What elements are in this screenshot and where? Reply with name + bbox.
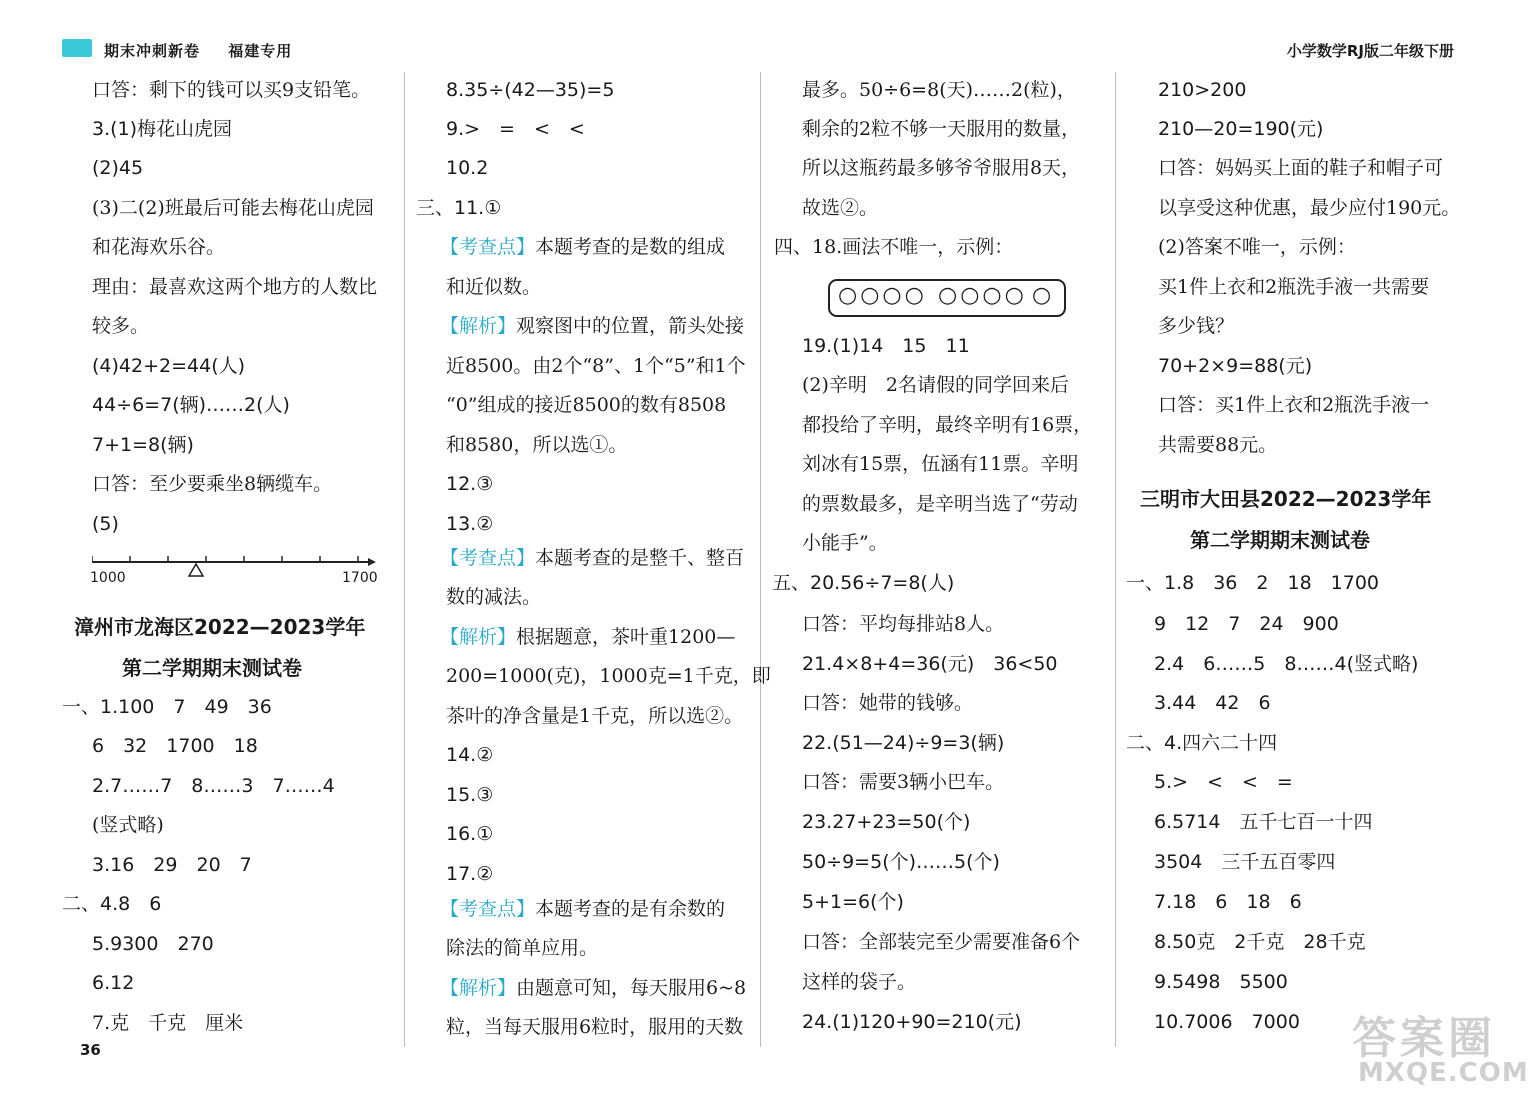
answer-line: 16.①: [446, 823, 494, 845]
answer-line: 10.2: [446, 157, 489, 179]
answer-line: 和近似数。: [446, 276, 542, 298]
answer-line: 的票数最多，是辛明当选了“劳动: [802, 493, 1078, 515]
answer-line: 五、20.56÷7=8(人): [772, 572, 955, 594]
answer-line: 茶叶的净含量是1千克，所以选②。: [446, 705, 744, 727]
answer-line: 这样的袋子。: [802, 971, 917, 993]
answer-line: 8.50克 2千克 28千克: [1154, 931, 1366, 953]
answer-line: 一、1.8 36 2 18 1700: [1126, 572, 1380, 594]
exam-title: 漳州市龙海区2022—2023学年: [74, 615, 366, 639]
answer-line: 口答：需要3辆小巴车。: [802, 771, 1005, 793]
answer-line: 故选②。: [802, 197, 879, 219]
answer-line: 三、11.①: [416, 197, 502, 219]
answer-line: 粒，当每天服用6粒时，服用的天数: [446, 1016, 744, 1038]
answer-line: 50÷9=5(个)……5(个): [802, 851, 1000, 873]
circle-group: ○○○○: [938, 283, 1027, 308]
keyword-tag: 【考查点】: [440, 236, 536, 258]
answer-line: 都投给了辛明，最终辛明有16票，: [802, 414, 1093, 436]
answer-line: 口答：买1件上衣和2瓶洗手液一: [1158, 394, 1430, 416]
answer-line: (4)42+2=44(人): [92, 355, 246, 377]
circle-drawing: [828, 279, 1066, 317]
answer-line: 口答：她带的钱够。: [802, 692, 974, 714]
answer-line: 17.②: [446, 863, 494, 885]
answer-line: 200=1000(克)，1000克=1千克，即: [446, 665, 771, 687]
answer-line: 12.③: [446, 473, 494, 495]
answer-line: 22.(51—24)÷9=3(辆): [802, 732, 1005, 754]
answer-line: 6.5714 五千七百一十四: [1154, 811, 1373, 833]
answer-line: 刘冰有15票，伍涵有11票。辛明: [802, 453, 1079, 475]
answer-line: (2)辛明 2名请假的同学回来后: [802, 374, 1070, 396]
answer-line: 2.7……7 8……3 7……4: [92, 775, 335, 797]
answer-line: 除法的简单应用。: [446, 937, 599, 959]
column-divider: [1115, 72, 1116, 1047]
answer-line: 5+1=6(个): [802, 891, 904, 913]
answer-line: (竖式略): [92, 814, 164, 836]
answer-line: 10.7006 7000: [1154, 1011, 1300, 1033]
answer-line: 3.16 29 20 7: [92, 854, 252, 876]
answer-line: 9.5498 5500: [1154, 971, 1288, 993]
answer-line: (5): [92, 513, 119, 535]
subject-label: 小学数学RJ版二年级下册: [1286, 42, 1454, 60]
answer-line: 二、4.8 6: [62, 893, 162, 915]
keyword-tag: 【解析】: [440, 626, 517, 648]
header-color-tag: [62, 39, 92, 57]
circle-group: ○○○○: [838, 283, 927, 308]
number-line-graphic: [92, 554, 376, 588]
answer-text: 本题考查的是数的组成: [535, 236, 726, 258]
answer-line: 口答：平均每排站8人。: [802, 613, 1005, 635]
answer-line: 7.18 6 18 6: [1154, 891, 1302, 913]
answer-line: 5.9300 270: [92, 933, 214, 955]
answer-line: 13.②: [446, 513, 494, 535]
keyword-tag: 【解析】: [440, 977, 517, 999]
answer-line: 5.> < < =: [1154, 771, 1293, 793]
answer-line: 3.44 42 6: [1154, 692, 1271, 714]
answer-line: 和花海欢乐谷。: [92, 236, 226, 258]
answer-line: 210—20=190(元): [1158, 118, 1324, 140]
answer-line: 剩余的2粒不够一天服用的数量，: [802, 118, 1081, 140]
answer-line: 所以这瓶药最多够爷爷服用8天，: [802, 157, 1081, 179]
answer-line: 9 12 7 24 900: [1154, 613, 1339, 635]
answer-line: 70+2×9=88(元): [1158, 355, 1313, 377]
watermark-url: MXQE.COM: [1358, 1058, 1529, 1088]
answer-line: 15.③: [446, 784, 494, 806]
answer-line: 和8580，所以选①。: [446, 434, 628, 456]
answer-line: 7+1=8(辆): [92, 434, 194, 456]
exam-subtitle: 第二学期期末测试卷: [1190, 528, 1370, 552]
answer-line: 19.(1)14 15 11: [802, 335, 970, 357]
answer-line: 较多。: [92, 315, 150, 337]
watermark-logo-text: 答案圈: [1352, 1013, 1496, 1064]
page-number: 36: [80, 1041, 101, 1059]
keyword-tag: 【考查点】: [440, 547, 536, 569]
book-title: 期末冲刺新卷: [104, 42, 201, 60]
answer-line: 口答：妈妈买上面的鞋子和帽子可: [1158, 157, 1444, 179]
watermark: [1352, 1002, 1529, 1088]
region-label: 福建专用: [228, 42, 293, 60]
answer-line: (2)45: [92, 157, 144, 179]
exam-subtitle: 第二学期期末测试卷: [122, 656, 302, 680]
keyword-tag: 【解析】: [440, 315, 517, 337]
answer-line: (2)答案不唯一，示例：: [1158, 236, 1356, 258]
answer-line: 最多。50÷6=8(天)……2(粒)，: [802, 79, 1076, 101]
answer-line: 8.35÷(42—35)=5: [446, 79, 615, 101]
answer-line: 四、18.画法不唯一，示例：: [774, 236, 1014, 258]
number-line: [92, 554, 376, 588]
answer-line: 3504 三千五百零四: [1154, 851, 1336, 873]
answer-line: 以享受这种优惠，最少应付190元。: [1158, 197, 1461, 219]
answer-line: 14.②: [446, 744, 494, 766]
answer-line: 24.(1)120+90=210(元): [802, 1011, 1022, 1033]
answer-text: 由题意可知，每天服用6~8: [516, 977, 747, 999]
answer-line: 口答：剩下的钱可以买9支铅笔。: [92, 79, 371, 101]
answer-line: 理由：最喜欢这两个地方的人数比: [92, 276, 378, 298]
triangle-marker-icon: [189, 564, 203, 576]
answer-line: 口答：全部装完至少需要准备6个: [802, 931, 1081, 953]
keyword-tag: 【考查点】: [440, 898, 536, 920]
page-header: [0, 0, 1536, 70]
header-left: [104, 40, 314, 61]
column-divider: [760, 72, 761, 1047]
answer-line: 44÷6=7(辆)……2(人): [92, 394, 290, 416]
answer-line: 一、1.100 7 49 36: [62, 696, 272, 718]
answer-line: “0”组成的接近8500的数有8508: [446, 394, 727, 416]
number-line-end: 1700: [342, 570, 378, 586]
answer-text: 本题考查的是整千、整百: [535, 547, 745, 569]
answer-line: 数的减法。: [446, 586, 542, 608]
answer-line: 6.12: [92, 972, 135, 994]
answer-line: 23.27+23=50(个): [802, 811, 971, 833]
answer-text: 观察图中的位置，箭头处接: [516, 315, 745, 337]
answer-line: 6 32 1700 18: [92, 735, 258, 757]
answer-line: 7.克 千克 厘米: [92, 1012, 244, 1034]
answer-line: 210>200: [1158, 79, 1247, 101]
answer-text: 根据题意，茶叶重1200—: [516, 626, 736, 648]
number-line-start: 1000: [90, 570, 126, 586]
answer-line: 口答：至少要乘坐8辆缆车。: [92, 473, 333, 495]
answer-line: 买1件上衣和2瓶洗手液一共需要: [1158, 276, 1430, 298]
answer-text: 本题考查的是有余数的: [535, 898, 726, 920]
answer-line: 近8500。由2个“8”、1个“5”和1个: [446, 355, 746, 377]
circle-group: ○: [1032, 283, 1055, 308]
answer-line: 9.> = < <: [446, 118, 585, 140]
answer-line: 21.4×8+4=36(元) 36<50: [802, 653, 1058, 675]
exam-title: 三明市大田县2022—2023学年: [1140, 487, 1432, 511]
answer-line: (3)二(2)班最后可能去梅花山虎园: [92, 197, 374, 219]
column-divider: [404, 72, 405, 1047]
answer-line: 小能手”。: [802, 532, 888, 554]
answer-line: 3.(1)梅花山虎园: [92, 118, 233, 140]
answer-line: 二、4.四六二十四: [1126, 732, 1278, 754]
answer-line: 多少钱？: [1158, 315, 1235, 337]
answer-line: 2.4 6……5 8……4(竖式略): [1154, 653, 1419, 675]
answer-line: 共需要88元。: [1158, 434, 1278, 456]
